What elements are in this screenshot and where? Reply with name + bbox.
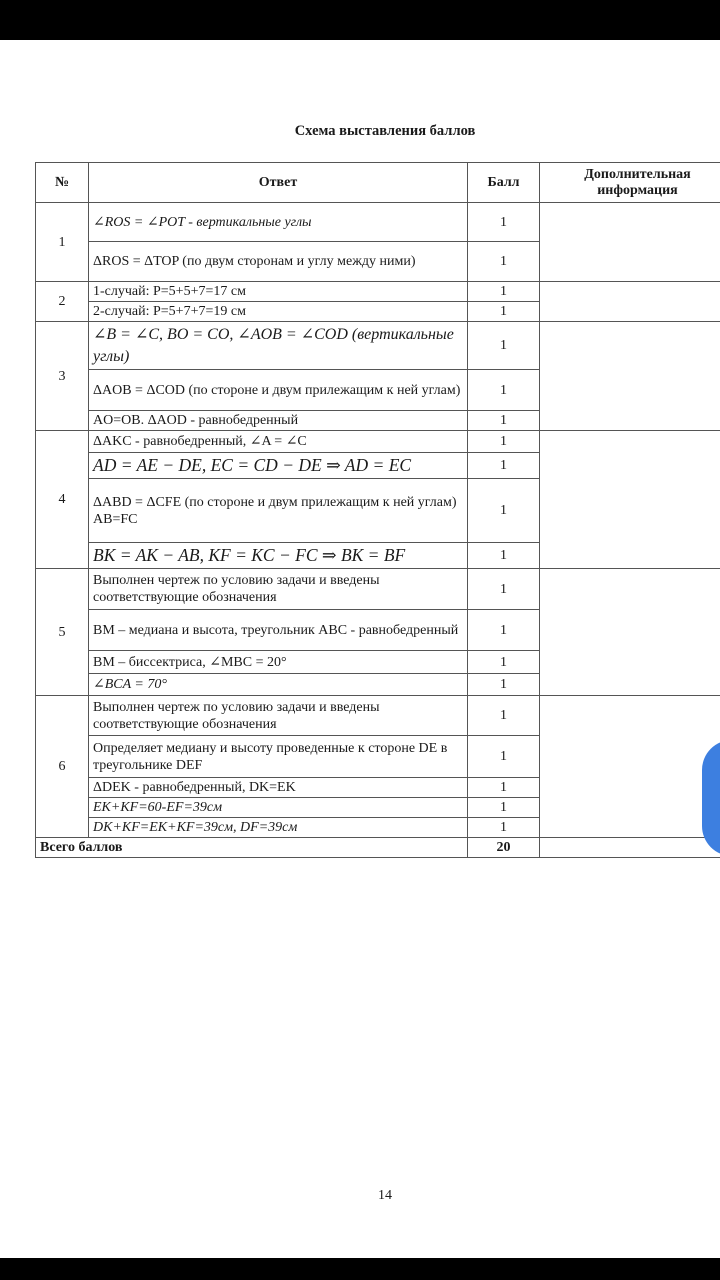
answer-cell: Выполнен чертеж по условию задачи и введены соответствующие обозначения: [89, 569, 468, 610]
extra-cell: [540, 322, 720, 431]
answer-cell: AO=OB. ΔAOD - равнобедренный: [89, 411, 468, 431]
task-number: 4: [36, 431, 89, 569]
page-title: Схема выставления баллов: [294, 123, 476, 139]
score-cell: 1: [468, 453, 540, 479]
extra-cell: [540, 203, 720, 282]
header-extra: Дополнительная информация: [540, 163, 720, 203]
score-cell: 1: [468, 242, 540, 282]
table-row: [36, 322, 720, 370]
score-cell: 1: [468, 370, 540, 411]
total-row: [36, 838, 720, 858]
table-row: [36, 569, 720, 610]
answer-cell: ΔAOB = ΔCOD (по стороне и двум прилежащим к ней углам): [89, 370, 468, 411]
score-cell: 1: [468, 736, 540, 778]
extra-cell: [540, 431, 720, 569]
answer-cell: Определяет медиану и высоту проведенные к стороне DE в треугольнике DEF: [89, 736, 468, 778]
task-number: 3: [36, 322, 89, 431]
score-cell: 1: [468, 674, 540, 696]
score-cell: 1: [468, 651, 540, 674]
extra-cell: [540, 838, 720, 858]
header-num: №: [36, 163, 89, 203]
total-label: Всего баллов: [36, 838, 468, 858]
scoring-table: [35, 162, 720, 858]
answer-cell: 1-случай: P=5+5+7=17 см: [89, 282, 468, 302]
score-cell: 1: [468, 302, 540, 322]
task-number: 5: [36, 569, 89, 696]
answer-cell: BM – биссектриса, ∠MBC = 20°: [89, 651, 468, 674]
answer-cell: Выполнен чертеж по условию задачи и введены соответствующие обозначения: [89, 696, 468, 736]
score-cell: 1: [468, 778, 540, 798]
score-cell: 1: [468, 203, 540, 242]
score-cell: 1: [468, 798, 540, 818]
answer-cell: BK = AK − AB, KF = KC − FC ⇒ BK = BF: [89, 543, 468, 569]
answer-cell: AD = AE − DE, EC = CD − DE ⇒ AD = EC: [89, 453, 468, 479]
score-cell: 1: [468, 479, 540, 543]
answer-cell: ΔDEK - равнобедренный, DK=EK: [89, 778, 468, 798]
task-number: 2: [36, 282, 89, 322]
extra-cell: [540, 569, 720, 696]
answer-cell: ∠ROS = ∠POT - вертикальные углы: [89, 203, 468, 242]
page-number: 14: [378, 1188, 392, 1203]
task-number: 1: [36, 203, 89, 282]
answer-cell: ΔROS = ΔTOP (по двум сторонам и углу между ними): [89, 242, 468, 282]
score-cell: 1: [468, 543, 540, 569]
extra-cell: [540, 696, 720, 838]
table-row: [36, 282, 720, 302]
score-cell: 1: [468, 322, 540, 370]
bottom-black-bar: [0, 1258, 720, 1280]
total-score: 20: [468, 838, 540, 858]
score-cell: 1: [468, 411, 540, 431]
answer-cell: ∠BCA = 70°: [89, 674, 468, 696]
score-cell: 1: [468, 431, 540, 453]
blue-overlay-shape: [702, 740, 720, 856]
task-number: 6: [36, 696, 89, 838]
table-row: [36, 203, 720, 242]
answer-cell: ΔABD = ΔCFE (по стороне и двум прилежащим к ней углам) AB=FC: [89, 479, 468, 543]
score-cell: 1: [468, 282, 540, 302]
answer-cell: DK+KF=EK+KF=39см, DF=39см: [89, 818, 468, 838]
answer-cell: ∠B = ∠C, BO = CO, ∠AOB = ∠COD (вертикальные углы): [89, 322, 468, 370]
score-cell: 1: [468, 818, 540, 838]
header-answer: Ответ: [89, 163, 468, 203]
score-cell: 1: [468, 610, 540, 651]
header-row: [36, 163, 720, 203]
answer-cell: BM – медиана и высота, треугольник ABC - равнобедренный: [89, 610, 468, 651]
header-score: Балл: [468, 163, 540, 203]
score-cell: 1: [468, 696, 540, 736]
top-black-bar: [0, 0, 720, 40]
table-row: [36, 696, 720, 736]
answer-cell: 2-случай: P=5+7+7=19 см: [89, 302, 468, 322]
score-cell: 1: [468, 569, 540, 610]
extra-cell: [540, 282, 720, 322]
answer-cell: ΔAKC - равнобедренный, ∠A = ∠C: [89, 431, 468, 453]
table-row: [36, 431, 720, 453]
answer-cell: EK+KF=60-EF=39см: [89, 798, 468, 818]
